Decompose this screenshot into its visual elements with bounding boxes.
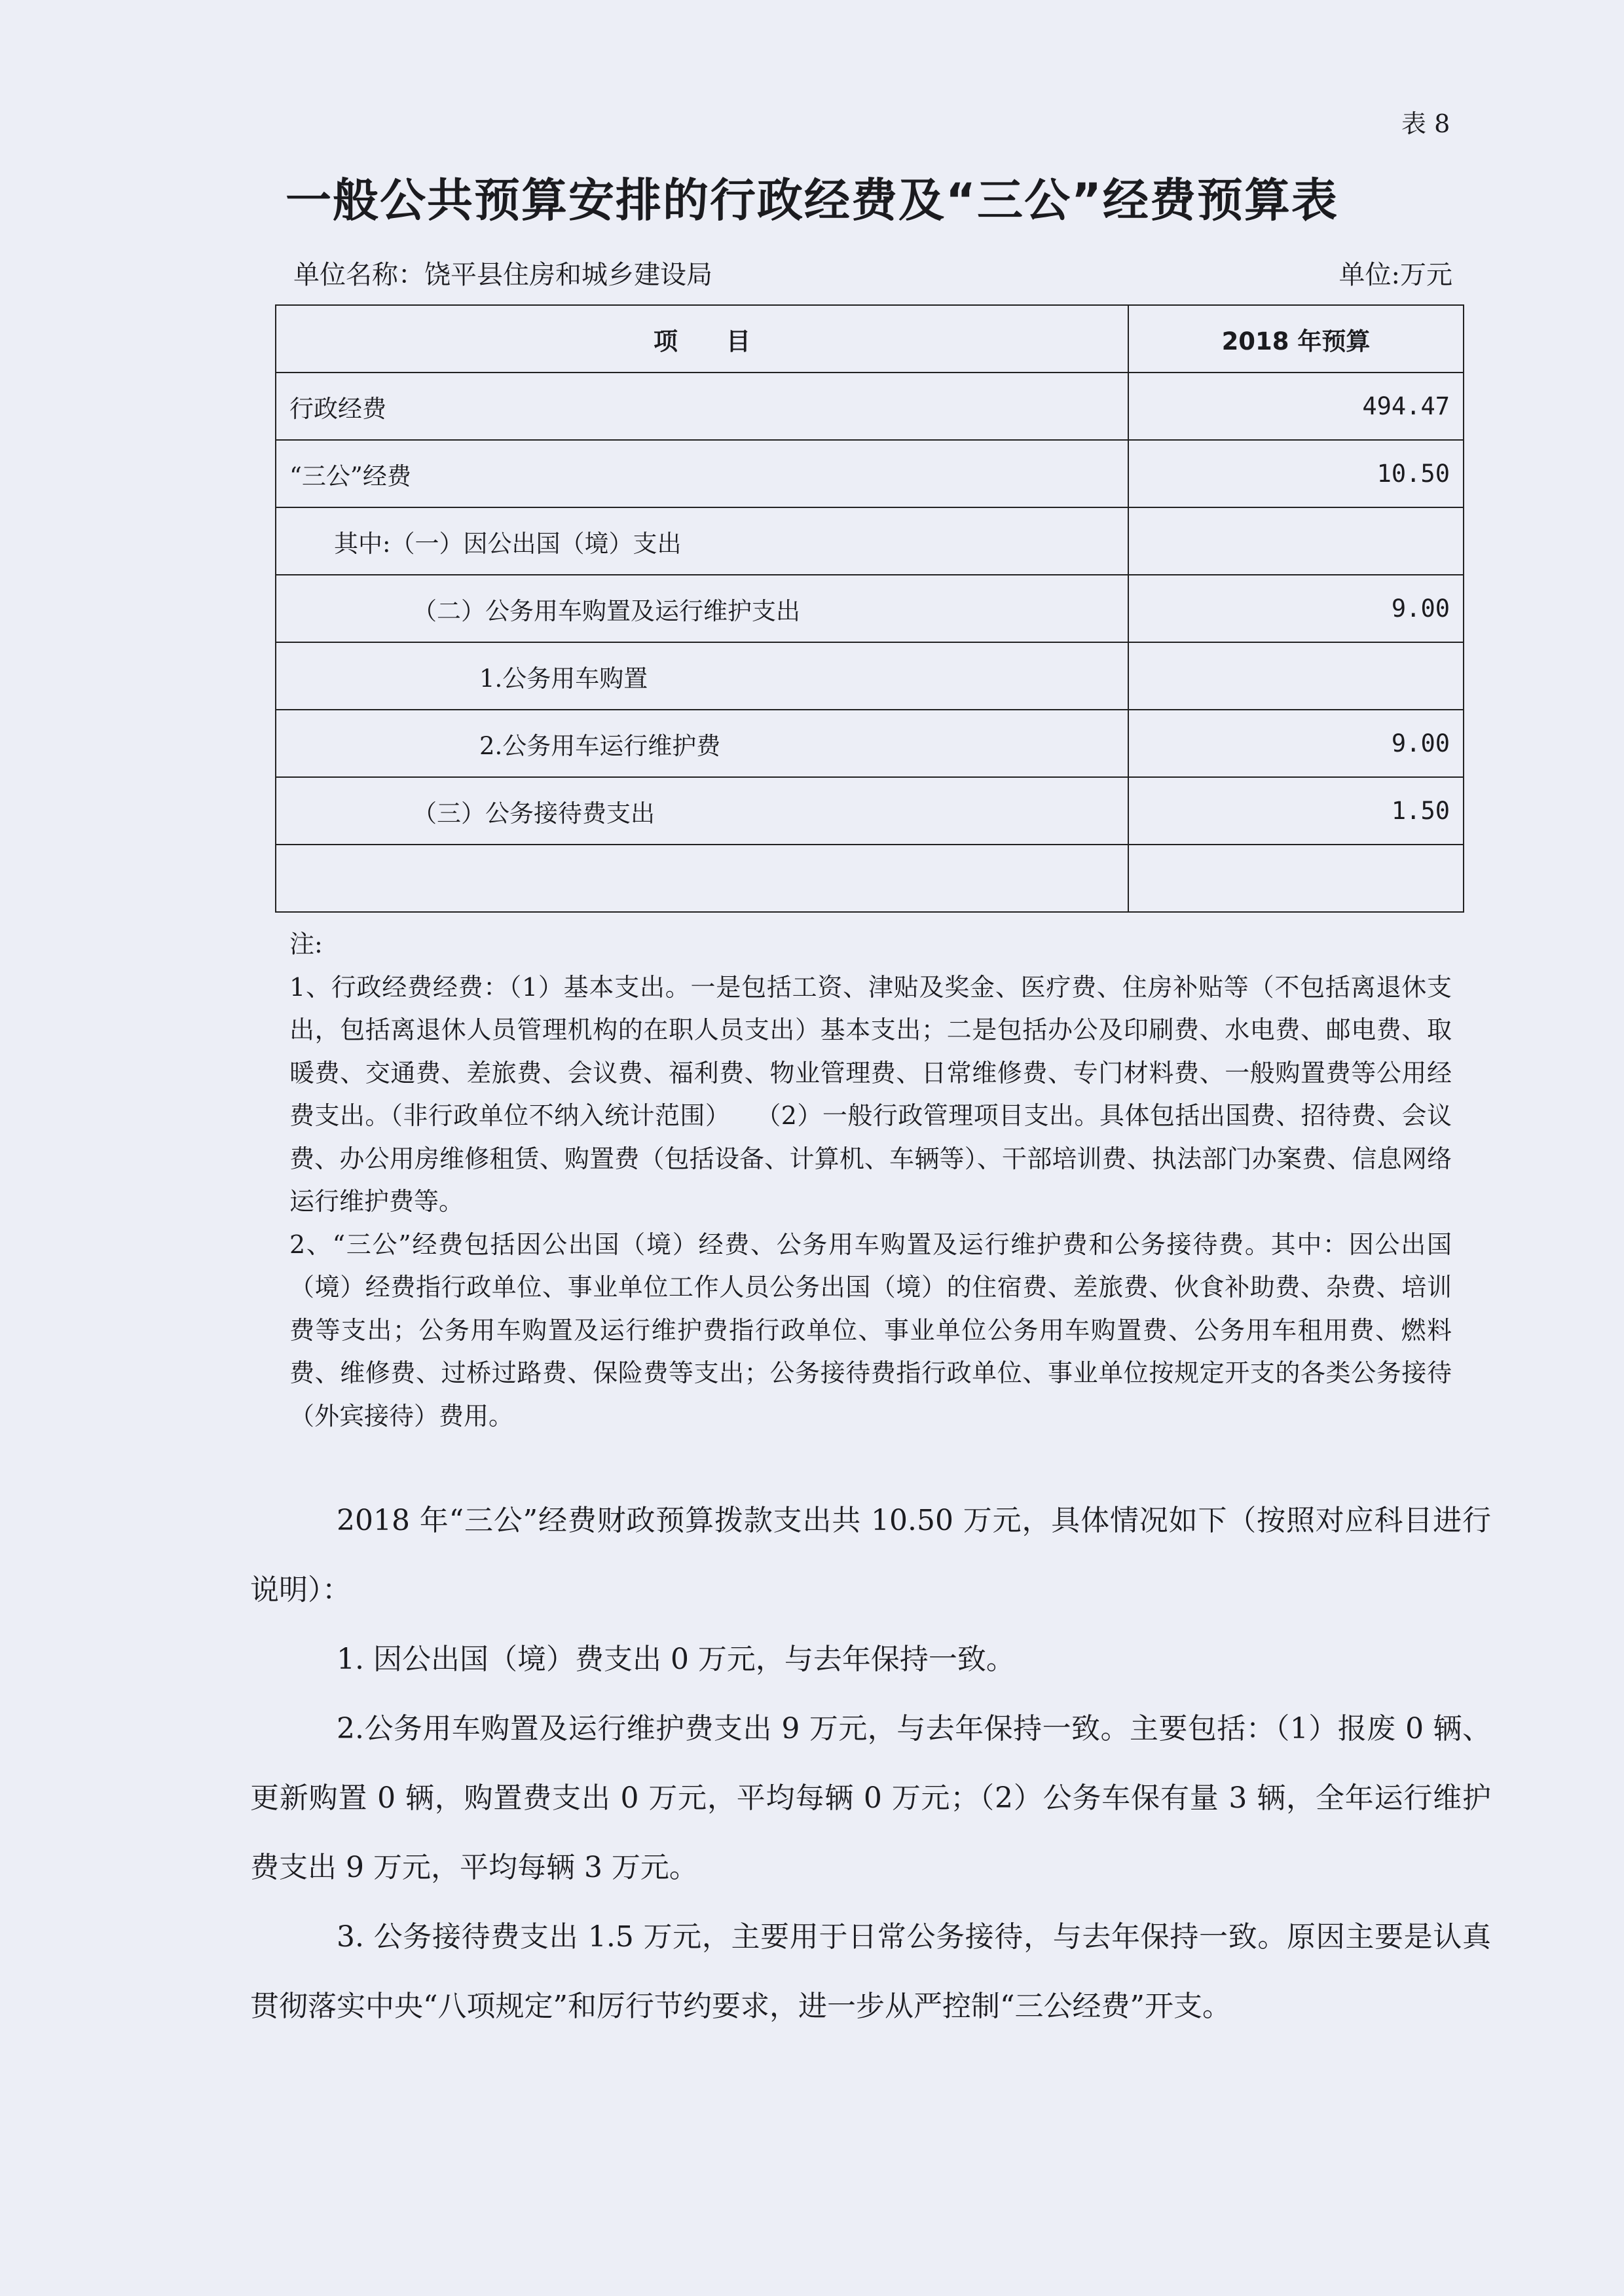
unit-info-row [293,254,1452,291]
row-amount: 9.00 [1128,575,1464,642]
paragraph-overseas: 1. 因公出国（境）费支出 0 万元，与去年保持一致。 [337,1643,1015,1676]
notes-heading: 注: [289,930,323,958]
table-row [276,575,1464,642]
row-item: 2.公务用车运行维护费 [276,710,1128,777]
table-header-row [276,305,1464,373]
explanation-text [250,1486,1491,2041]
notes-section [289,923,1452,1438]
unit-measure: 单位:万元 [1338,260,1452,290]
header-budget: 2018 年预算 [1128,305,1464,373]
budget-table [275,304,1464,913]
note-1: 1、行政经费经费：（1）基本支出。一是包括工资、津贴及奖金、医疗费、住房补贴等（不包括离退休支出，包括离退休人员管理机构的在职人员支出）基本支出；二是包括办公及印刷费、水电费、邮电费、取暖费、交通费、差旅费、会议费、福利费、物业管理费、日常维修费、专门材料费、一般购置费等公用经费支出。（非行政单位不纳入统计范围） （2）一般行政管理项目支出。具体包括出国费、招待费、会议费、办公用房维修租赁、购置费（包括设备、计算机、车辆等）、干部培训费、执法部门办案费、信息网络运行维护费等。 [289,972,1452,1216]
paragraph-reception: 3. 公务接待费支出 1.5 万元，主要用于日常公务接待，与去年保持一致。原因主要是认真贯彻落实中央“八项规定”和厉行节约要求，进一步从严控制“三公经费”开支。 [250,1920,1491,2023]
note-2: 2、“三公”经费包括因公出国（境）经费、公务用车购置及运行维护费和公务接待费。其中：因公出国（境）经费指行政单位、事业单位工作人员公务出国（境）的住宿费、差旅费、伙食补助费、杂费、培训费等支出；公务用车购置及运行维护费指行政单位、事业单位公务用车购置费、公务用车租用费、燃料费、维修费、过桥过路费、保险费等支出；公务接待费指行政单位、事业单位按规定开支的各类公务接待（外宾接待）费用。 [289,1230,1452,1430]
table-row [276,845,1464,912]
row-item [276,845,1128,912]
row-amount: 1.50 [1128,777,1464,845]
row-item: （二）公务用车购置及运行维护支出 [276,575,1128,642]
table-row [276,710,1464,777]
row-item: 1.公务用车购置 [276,642,1128,710]
row-amount: 494.47 [1128,373,1464,440]
row-amount [1128,845,1464,912]
row-item: 其中:（一）因公出国（境）支出 [276,507,1128,575]
row-amount: 9.00 [1128,710,1464,777]
unit-name: 单位名称：饶平县住房和城乡建设局 [293,260,712,290]
paragraph-summary: 2018 年“三公”经费财政预算拨款支出共 10.50 万元，具体情况如下（按照对应科目进行说明）： [250,1504,1491,1607]
table-number: 表 8 [1401,109,1450,138]
table-row [276,642,1464,710]
table-row [276,440,1464,507]
header-item: 项 目 [276,305,1128,373]
page-title: 一般公共预算安排的行政经费及“三公”经费预算表 [285,173,1338,227]
row-item: “三公”经费 [276,440,1128,507]
row-amount [1128,507,1464,575]
row-amount [1128,642,1464,710]
table-row [276,777,1464,845]
table-row [276,373,1464,440]
row-item: （三）公务接待费支出 [276,777,1128,845]
table-row [276,507,1464,575]
row-item: 行政经费 [276,373,1128,440]
paragraph-vehicles: 2.公务用车购置及运行维护费支出 9 万元，与去年保持一致。主要包括：（1）报废 0 辆、更新购置 0 辆，购置费支出 0 万元，平均每辆 0 万元；（2）公务车保有量 3 辆，全年运行维护费支出 9 万元，平均每辆 3 万元。 [250,1712,1491,1884]
row-amount: 10.50 [1128,440,1464,507]
